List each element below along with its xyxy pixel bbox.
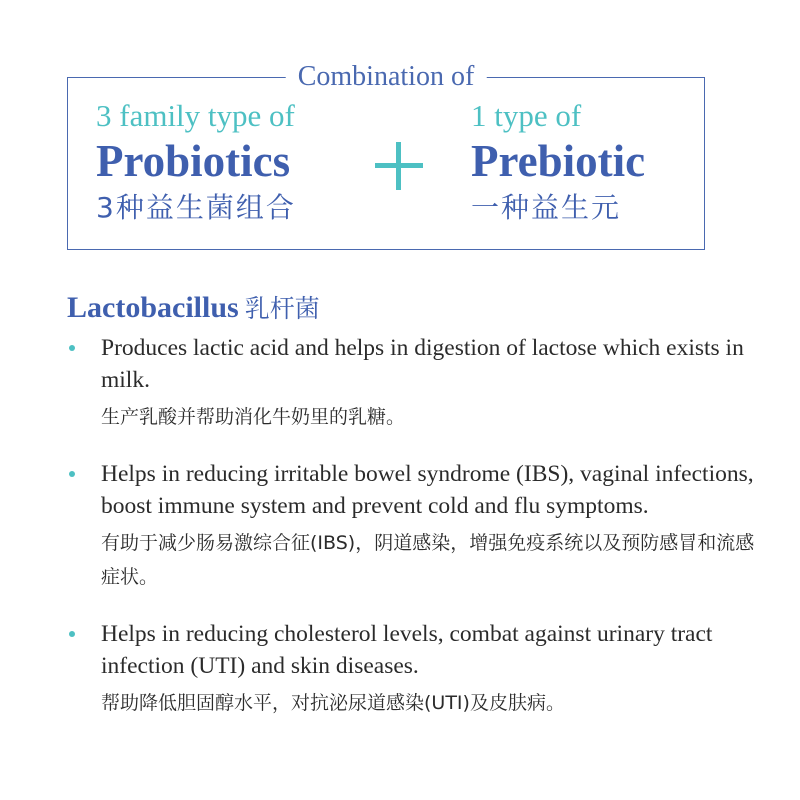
section-title-cn: 乳杆菌 [244,294,320,323]
plus-icon [375,142,423,190]
prebiotic-title: Prebiotic [471,136,646,186]
section-title [67,289,320,325]
prebiotic-column [471,98,645,226]
list-item [67,332,767,434]
benefit-text-en: Helps in reducing cholesterol levels, combat against urinary tract infection (UTI) and skin diseases. [101,621,713,679]
probiotics-title-cn: 3种益生菌组合 [96,191,296,224]
prebiotic-title-cn: 一种益生元 [471,191,622,224]
list-item [67,618,767,720]
benefit-text-en: Produces lactic acid and helps in digestion of lactose which exists in milk. [101,335,744,393]
bullet-dot-icon [69,471,75,477]
bullet-dot-icon [69,345,75,351]
benefit-text-en: Helps in reducing irritable bowel syndrome (IBS), vaginal infections, boost immune system and prevent cold and flu symptoms. [101,461,754,519]
probiotics-subtitle: 3 family type of [96,98,295,133]
list-item [67,458,767,594]
benefit-text-cn: 有助于减少肠易激综合征(IBS)，阴道感染，增强免疫系统以及预防感冒和流感症状。 [101,532,755,588]
probiotics-column [96,98,296,226]
combination-box [67,61,705,250]
prebiotic-subtitle: 1 type of [471,98,582,133]
probiotics-title: Probiotics [96,136,291,186]
combination-heading: Combination of [286,60,487,94]
section-title-en: Lactobacillus [67,291,239,324]
benefit-text-cn: 帮助降低胆固醇水平，对抗泌尿道感染(UTI)及皮肤病。 [101,692,565,714]
benefit-text-cn: 生产乳酸并帮助消化牛奶里的乳糖。 [101,406,406,428]
benefit-list [67,332,767,720]
bullet-dot-icon [69,631,75,637]
